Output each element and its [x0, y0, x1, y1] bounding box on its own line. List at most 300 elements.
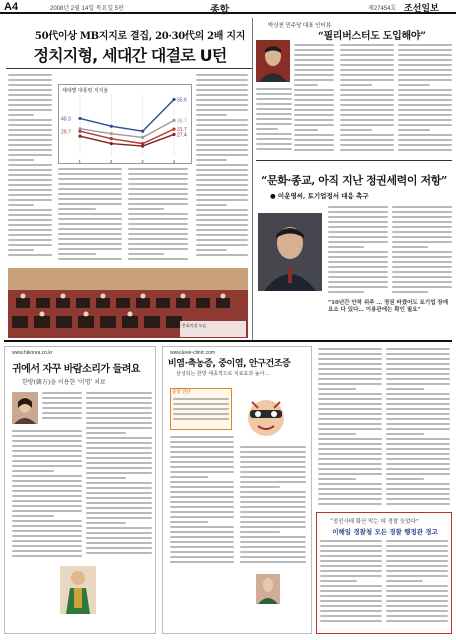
- text-line: [392, 246, 428, 248]
- text-line: [398, 54, 452, 56]
- text-line: [12, 495, 82, 497]
- text-line: [86, 452, 152, 454]
- body-text-col-1: [8, 74, 52, 259]
- text-line: [196, 169, 248, 171]
- series-point: [141, 144, 144, 147]
- text-line: [170, 556, 234, 558]
- body-text-col-4: [196, 74, 248, 259]
- text-line: [196, 154, 248, 156]
- text-line: [86, 522, 126, 524]
- text-line: [328, 236, 388, 238]
- right-body-col-1: [294, 44, 334, 154]
- text-line: [256, 118, 292, 120]
- text-line: [320, 560, 382, 562]
- series-line: [80, 99, 174, 131]
- text-line: [8, 149, 52, 151]
- text-line: [170, 456, 234, 458]
- ad-mid-doctor-photo: [256, 574, 280, 604]
- text-line: [320, 545, 382, 547]
- text-line: [340, 94, 394, 96]
- issue-number: 제27454호: [368, 6, 397, 12]
- text-line: [86, 487, 152, 489]
- text-line: [340, 64, 394, 66]
- text-line: [196, 209, 248, 211]
- series-point: [110, 125, 113, 128]
- text-line: [12, 530, 82, 532]
- text-line: [386, 540, 448, 542]
- text-line: [173, 408, 229, 410]
- text-line: [328, 231, 388, 233]
- text-line: [8, 89, 52, 91]
- text-line: [58, 208, 96, 210]
- boxed-article-headline: 이해일 경찰청 모든 경찰 행정관 경고: [332, 528, 438, 536]
- text-line: [170, 521, 208, 523]
- text-line: [128, 183, 188, 185]
- text-line: [398, 99, 452, 101]
- text-line: [8, 184, 52, 186]
- text-line: [294, 129, 318, 131]
- text-line: [386, 393, 450, 395]
- text-line: [340, 124, 394, 126]
- text-line: [58, 238, 122, 240]
- text-line: [8, 114, 34, 116]
- text-line: [8, 109, 52, 111]
- text-line: [392, 206, 452, 208]
- text-line: [386, 550, 448, 552]
- text-line: [240, 556, 306, 558]
- series-point: [141, 130, 144, 133]
- text-line: [386, 408, 450, 410]
- text-line: [12, 505, 82, 507]
- text-line: [256, 143, 292, 145]
- text-line: [294, 64, 334, 66]
- text-line: [86, 392, 152, 394]
- text-line: [294, 89, 334, 91]
- text-line: [58, 253, 96, 255]
- text-line: [318, 478, 356, 480]
- text-line: [398, 59, 452, 61]
- text-line: [392, 211, 452, 213]
- ad-left-url[interactable]: www.hikorea.co.kr: [12, 350, 53, 356]
- text-line: [12, 430, 82, 432]
- text-line: [240, 476, 306, 478]
- text-line: [8, 119, 52, 121]
- text-line: [12, 445, 82, 447]
- text-line: [8, 224, 52, 226]
- text-line: [386, 595, 448, 597]
- text-line: [196, 109, 248, 111]
- text-line: [386, 620, 448, 622]
- text-line: [196, 174, 248, 176]
- text-line: [320, 555, 382, 557]
- text-line: [240, 551, 306, 553]
- text-line: [12, 500, 82, 502]
- text-line: [386, 368, 450, 370]
- text-line: [340, 129, 372, 131]
- text-line: [170, 471, 234, 473]
- text-line: [240, 521, 306, 523]
- text-line: [340, 59, 394, 61]
- ad-left-text-1: [42, 392, 82, 422]
- text-line: [398, 94, 452, 96]
- text-line: [86, 532, 152, 534]
- text-line: [12, 460, 82, 462]
- text-line: [318, 398, 382, 400]
- text-line: [256, 128, 278, 130]
- right-body-col-3: [398, 44, 452, 154]
- text-line: [8, 234, 52, 236]
- text-line: [398, 64, 452, 66]
- text-line: [86, 492, 152, 494]
- text-line: [12, 550, 82, 552]
- text-line: [340, 144, 394, 146]
- text-line: [398, 124, 452, 126]
- text-line: [12, 470, 54, 472]
- text-line: [196, 114, 227, 116]
- text-line: [256, 113, 292, 115]
- ad-mid-subtitle: 삼성되는 한방 세종적으로 치료효과 높아…: [176, 371, 270, 377]
- text-line: [318, 403, 382, 405]
- ad-mid-box-label: 증상 진단: [172, 389, 191, 394]
- text-line: [340, 139, 394, 141]
- x-tick-label: 2: [109, 159, 113, 164]
- text-line: [12, 555, 82, 557]
- text-line: [196, 119, 248, 121]
- text-line: [240, 466, 306, 468]
- text-line: [386, 438, 450, 440]
- text-line: [8, 199, 52, 201]
- text-line: [240, 446, 306, 448]
- text-line: [86, 437, 152, 439]
- text-line: [58, 188, 122, 190]
- series-point: [172, 127, 175, 130]
- text-line: [170, 546, 234, 548]
- text-line: [86, 512, 152, 514]
- text-line: [386, 610, 448, 612]
- text-line: [386, 585, 448, 587]
- text-line: [86, 527, 152, 529]
- body-text-col-2: [58, 168, 122, 263]
- text-line: [386, 428, 450, 430]
- text-line: [398, 139, 452, 141]
- text-line: [12, 480, 82, 482]
- text-line: [8, 214, 52, 216]
- text-line: [58, 168, 122, 170]
- text-line: [196, 129, 248, 131]
- text-line: [240, 541, 306, 543]
- data-label: 38.7: [177, 118, 187, 125]
- text-line: [294, 54, 334, 56]
- text-line: [398, 79, 452, 81]
- text-line: [86, 397, 152, 399]
- text-line: [392, 256, 452, 258]
- text-line: [392, 276, 452, 278]
- text-line: [392, 226, 452, 228]
- text-line: [128, 233, 188, 235]
- text-line: [398, 114, 452, 116]
- headline-rule: [6, 68, 252, 69]
- text-line: [58, 173, 122, 175]
- text-line: [256, 98, 292, 100]
- text-line: [386, 363, 450, 365]
- text-line: [320, 605, 382, 607]
- text-line: [294, 44, 334, 46]
- text-line: [8, 219, 52, 221]
- text-line: [386, 388, 424, 390]
- text-line: [340, 89, 394, 91]
- text-line: [58, 233, 122, 235]
- text-line: [318, 458, 382, 460]
- text-line: [386, 373, 450, 375]
- text-line: [8, 84, 52, 86]
- text-line: [86, 447, 152, 449]
- text-line: [8, 239, 52, 241]
- text-line: [320, 610, 382, 612]
- text-line: [196, 159, 227, 161]
- right-bottom-col-1: [318, 348, 382, 508]
- data-label: 29.7: [61, 129, 71, 136]
- text-line: [398, 69, 452, 71]
- text-line: [8, 174, 52, 176]
- text-line: [240, 561, 306, 563]
- series-point: [110, 142, 113, 145]
- text-line: [170, 511, 234, 513]
- text-line: [340, 109, 394, 111]
- paper-name: 조선일보: [404, 4, 439, 14]
- chart-title: 세대별 대통령 지지율: [62, 88, 109, 94]
- text-line: [128, 173, 188, 175]
- text-line: [12, 535, 82, 537]
- text-line: [58, 258, 122, 260]
- text-line: [386, 378, 450, 380]
- ad-mid-url[interactable]: www.leee-clinic.com: [170, 350, 216, 356]
- text-line: [294, 134, 334, 136]
- text-line: [398, 144, 452, 146]
- text-line: [320, 600, 382, 602]
- text-line: [318, 463, 382, 465]
- ad-mid-text-2: [240, 446, 306, 566]
- data-label: 27.4: [177, 132, 187, 139]
- text-line: [318, 373, 382, 375]
- text-line: [294, 74, 334, 76]
- text-line: [386, 443, 450, 445]
- text-line: [170, 476, 208, 478]
- text-line: [386, 560, 448, 562]
- text-line: [58, 243, 122, 245]
- text-line: [240, 496, 306, 498]
- text-line: [128, 193, 188, 195]
- text-line: [86, 497, 152, 499]
- text-line: [294, 94, 334, 96]
- text-line: [196, 144, 248, 146]
- text-line: [328, 241, 388, 243]
- ad-left-text-2: [12, 430, 82, 560]
- text-line: [86, 542, 152, 544]
- text-line: [318, 418, 382, 420]
- text-line: [42, 392, 82, 394]
- photo-caption: 본회의장 모습: [180, 321, 246, 337]
- text-line: [328, 206, 388, 208]
- boxed-article-kicker: “정선사태 확산 막는 데 경찰 늦었다”: [330, 519, 419, 525]
- series-point: [110, 132, 113, 135]
- text-line: [386, 493, 450, 495]
- text-line: [256, 148, 292, 150]
- text-line: [196, 99, 248, 101]
- text-line: [320, 585, 382, 587]
- text-line: [386, 468, 450, 470]
- text-line: [12, 485, 82, 487]
- interview-tag: 박상천 민주당 대표 인터뷰: [268, 23, 332, 29]
- text-line: [196, 224, 248, 226]
- text-line: [328, 276, 388, 278]
- text-line: [128, 203, 188, 205]
- text-line: [398, 84, 430, 86]
- text-line: [173, 403, 229, 405]
- text-line: [86, 402, 152, 404]
- text-line: [8, 79, 52, 81]
- text-line: [256, 88, 292, 90]
- text-line: [240, 481, 306, 483]
- text-line: [392, 261, 452, 263]
- text-line: [386, 498, 450, 500]
- data-label: 40.3: [61, 116, 71, 123]
- text-line: [170, 561, 234, 563]
- text-line: [392, 221, 452, 223]
- text-line: [170, 516, 234, 518]
- cartoon-face-illustration: [244, 396, 288, 440]
- text-line: [196, 234, 248, 236]
- text-line: [8, 254, 52, 256]
- text-line: [86, 552, 152, 554]
- text-line: [173, 418, 229, 420]
- text-line: [12, 440, 82, 442]
- text-line: [318, 393, 382, 395]
- text-line: [328, 226, 388, 228]
- right-byline: ● 이운영씨, 토기업정서 대응 촉구: [270, 192, 369, 200]
- text-line: [318, 348, 382, 350]
- text-line: [256, 103, 292, 105]
- date-line: 2008년 2월 14일 목요일 5판: [50, 6, 124, 12]
- text-line: [386, 590, 448, 592]
- data-label: 31.7: [177, 127, 187, 134]
- text-line: [196, 104, 248, 106]
- text-line: [128, 208, 164, 210]
- text-line: [340, 79, 394, 81]
- text-line: [386, 458, 450, 460]
- text-line: [328, 251, 388, 253]
- interviewee-photo-2: [258, 213, 322, 291]
- ad-left-photo: [12, 392, 38, 424]
- x-tick-label: 3: [141, 159, 144, 164]
- text-line: [86, 407, 152, 409]
- text-line: [12, 515, 54, 517]
- text-line: [386, 353, 450, 355]
- text-line: [318, 428, 382, 430]
- column-divider: [252, 18, 253, 340]
- boxed-article-col-2: [386, 540, 448, 625]
- text-line: [170, 536, 234, 538]
- text-line: [318, 498, 382, 500]
- text-line: [318, 473, 382, 475]
- text-line: [392, 286, 452, 288]
- text-line: [320, 580, 357, 582]
- text-line: [340, 149, 394, 151]
- text-line: [58, 218, 122, 220]
- text-line: [86, 422, 152, 424]
- text-line: [328, 221, 388, 223]
- text-line: [328, 271, 388, 273]
- series-point: [110, 137, 113, 140]
- text-line: [318, 433, 356, 435]
- text-line: [196, 244, 248, 246]
- text-line: [173, 398, 229, 400]
- text-line: [86, 517, 152, 519]
- text-line: [328, 246, 364, 248]
- text-line: [294, 79, 334, 81]
- text-line: [86, 482, 152, 484]
- text-line: [240, 526, 306, 528]
- text-line: [196, 89, 248, 91]
- text-line: [318, 358, 382, 360]
- text-line: [398, 149, 452, 151]
- text-line: [170, 481, 234, 483]
- text-line: [386, 580, 423, 582]
- person-portrait-icon: [12, 392, 38, 424]
- text-line: [8, 229, 52, 231]
- text-line: [386, 403, 450, 405]
- text-line: [42, 397, 82, 399]
- text-line: [294, 104, 334, 106]
- text-line: [86, 537, 152, 539]
- text-line: [128, 243, 188, 245]
- text-line: [86, 467, 152, 469]
- text-line: [86, 462, 152, 464]
- text-line: [128, 238, 188, 240]
- text-line: [196, 254, 248, 256]
- x-tick-label: 1: [78, 159, 82, 164]
- section-name: 종합: [210, 5, 230, 16]
- text-line: [240, 486, 280, 488]
- text-line: [340, 119, 394, 121]
- text-line: [170, 441, 234, 443]
- text-line: [86, 472, 152, 474]
- text-line: [128, 248, 188, 250]
- text-line: [196, 149, 248, 151]
- text-line: [240, 501, 306, 503]
- text-line: [42, 402, 82, 404]
- text-line: [386, 570, 448, 572]
- ad-mid-box-text: [173, 398, 229, 423]
- text-line: [294, 59, 334, 61]
- text-line: [8, 129, 52, 131]
- text-line: [318, 488, 382, 490]
- text-line: [392, 241, 452, 243]
- text-line: [12, 520, 82, 522]
- text-line: [196, 164, 248, 166]
- text-line: [318, 383, 382, 385]
- ad-mid-text-1: [170, 436, 234, 566]
- text-line: [386, 503, 450, 505]
- text-line: [328, 216, 388, 218]
- text-line: [318, 368, 382, 370]
- text-line: [318, 408, 382, 410]
- text-line: [386, 358, 450, 360]
- text-line: [42, 417, 82, 419]
- text-line: [170, 526, 234, 528]
- ad-left-text-3: [86, 392, 152, 557]
- text-line: [398, 74, 452, 76]
- text-line: [320, 540, 382, 542]
